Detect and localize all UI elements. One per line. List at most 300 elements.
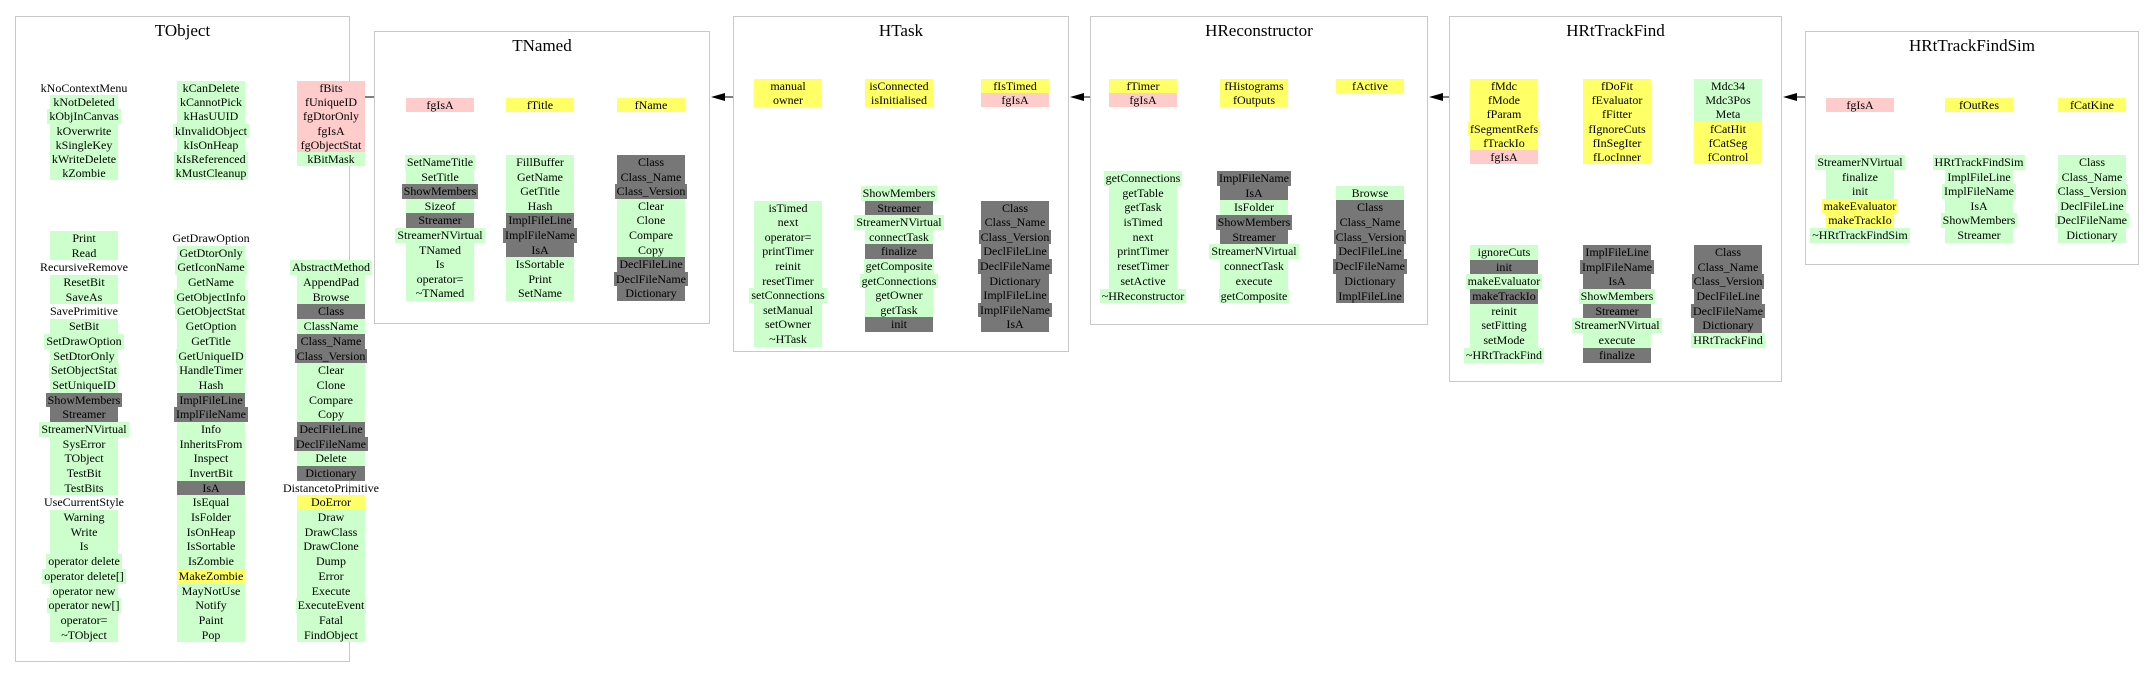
public-member: StreamerNVirtual: [1574, 318, 1660, 333]
public-member: isTimed: [754, 201, 822, 216]
protected-member: fOutRes: [1945, 98, 2013, 112]
data-members-column: [961, 79, 1069, 107]
methods-column: [845, 186, 953, 332]
public-member: execute: [1220, 274, 1288, 289]
inherited-member: Streamer: [865, 201, 933, 216]
public-member: makeEvaluator: [1467, 274, 1541, 289]
public-member: SetObjectStat: [51, 363, 117, 378]
public-member: operator new: [50, 584, 118, 599]
inherited-member: DeclFileLine: [1336, 244, 1404, 259]
public-member: ~TObject: [50, 628, 118, 643]
inherited-member: DeclFileLine: [1694, 289, 1762, 304]
public-member: SetDtorOnly: [50, 349, 118, 364]
public-member: execute: [1583, 333, 1651, 348]
member: UseCurrentStyle: [44, 495, 124, 510]
protected-member: makeTrackIo: [1826, 213, 1894, 228]
public-member: getConnections: [1105, 171, 1181, 185]
member: DistancetoPrimitive: [283, 480, 379, 495]
public-member: Mdc34: [1694, 79, 1762, 93]
protected-member: owner: [754, 93, 822, 107]
protected-member: fHistograms: [1220, 79, 1288, 93]
public-member: operator=: [50, 613, 118, 628]
methods-column: [1450, 245, 1558, 363]
protected-member: isConnected: [865, 79, 933, 93]
public-member: Execute: [297, 584, 365, 599]
inherited-member: Class_Name: [1336, 215, 1404, 230]
methods-column: [1089, 171, 1197, 303]
inherited-member: ImplFileLine: [1336, 289, 1404, 304]
public-member: kWriteDelete: [51, 151, 117, 166]
public-member: Class_Version: [2057, 184, 2127, 199]
data-members-column: [734, 79, 842, 107]
public-member: Class: [2058, 155, 2126, 170]
public-member: setMode: [1470, 333, 1538, 348]
public-member: ~HReconstructor: [1101, 288, 1185, 303]
public-member: StreamerNVirtual: [1211, 244, 1297, 259]
inherited-member: Streamer: [1583, 304, 1651, 319]
public-member: IsSortable: [506, 257, 574, 272]
public-member: kInvalidObject: [175, 123, 247, 138]
member: RecursiveRemove: [40, 260, 128, 275]
public-member: Clear: [297, 363, 365, 378]
public-member: Dump: [297, 554, 365, 569]
public-member: ClassName: [297, 319, 365, 334]
public-member: kZombie: [50, 166, 118, 180]
public-member: SetName: [506, 286, 574, 301]
inherited-member: ImplFileLine: [506, 213, 574, 228]
public-member: kSingleKey: [50, 138, 118, 152]
private-member: fgDtorOnly: [297, 109, 365, 123]
public-member: IsEqual: [177, 495, 245, 510]
public-member: ResetBit: [50, 275, 118, 290]
public-member: InvertBit: [177, 466, 245, 481]
public-member: Copy: [297, 407, 365, 422]
protected-member: fOutputs: [1220, 93, 1288, 107]
public-member: ~HRtTrackFindSim: [1812, 227, 1908, 242]
inherited-member: IsA: [506, 243, 574, 258]
class-title: TNamed: [512, 36, 572, 55]
inherited-member: Class_Name: [1694, 260, 1762, 275]
public-member: IsZombie: [177, 554, 245, 569]
methods-column: [961, 186, 1069, 332]
private-member: fgIsA: [297, 124, 365, 138]
inherited-member: DeclFileLine: [617, 257, 685, 272]
public-member: MayNotUse: [177, 584, 245, 599]
inherited-member: ImplFileLine: [1583, 245, 1651, 260]
public-member: connectTask: [865, 230, 933, 245]
inherited-member: ShowMembers: [47, 392, 121, 407]
public-member: FillBuffer: [506, 155, 574, 170]
public-member: Meta: [1694, 107, 1762, 121]
class-title: HTask: [878, 21, 924, 40]
public-member: ignoreCuts: [1470, 245, 1538, 260]
public-member: Compare: [297, 393, 365, 408]
public-member: setActive: [1109, 274, 1177, 289]
public-member: kIsOnHeap: [177, 138, 245, 152]
inherited-member: Class_Version: [296, 348, 366, 363]
public-member: init: [1826, 184, 1894, 199]
public-member: HRtTrackFind: [1693, 333, 1763, 348]
public-member: StreamerNVirtual: [856, 215, 942, 230]
public-member: Mdc3Pos: [1694, 93, 1762, 107]
inherited-member: Dictionary: [981, 274, 1049, 289]
public-member: Draw: [297, 510, 365, 525]
data-members-column: [845, 79, 953, 107]
inherited-member: DeclFileName: [296, 436, 366, 451]
inherited-member: Dictionary: [1694, 318, 1762, 333]
public-member: next: [1109, 230, 1177, 245]
public-member: reinit: [754, 259, 822, 274]
methods-column: [157, 231, 265, 642]
inherited-member: DeclFileName: [616, 271, 686, 286]
protected-member: MakeZombie: [178, 568, 244, 583]
member: SavePrimitive: [50, 304, 118, 319]
public-member: SysError: [50, 437, 118, 452]
public-member: Class_Name: [2058, 170, 2126, 185]
public-member: ~TNamed: [406, 286, 474, 301]
inherited-member: ImplFileName: [505, 227, 575, 242]
inherited-member: DeclFileName: [1335, 259, 1405, 274]
public-member: InheritsFrom: [177, 437, 245, 452]
public-member: kCanDelete: [177, 81, 245, 95]
public-member: IsSortable: [177, 539, 245, 554]
arrow-head: [711, 93, 725, 101]
public-member: operator=: [754, 230, 822, 245]
class-title: HRtTrackFindSim: [1909, 36, 2035, 55]
arrow-head: [1783, 93, 1797, 101]
private-member: fgIsA: [1109, 93, 1177, 107]
public-member: GetName: [506, 170, 574, 185]
public-member: ImplFileName: [1944, 184, 2014, 199]
public-member: getOwner: [865, 288, 933, 303]
public-member: operator new[]: [48, 598, 120, 613]
public-member: resetTimer: [754, 274, 822, 289]
public-member: printTimer: [754, 244, 822, 259]
public-member: Print: [506, 272, 574, 287]
protected-member: fFitter: [1583, 107, 1651, 121]
public-member: operator delete[]: [44, 568, 124, 583]
inherited-member: Streamer: [406, 213, 474, 228]
public-member: printTimer: [1109, 244, 1177, 259]
public-member: setFitting: [1470, 318, 1538, 333]
public-member: Browse: [1336, 186, 1404, 201]
methods-column: [277, 231, 385, 642]
inherited-member: Class_Name: [617, 170, 685, 185]
public-member: IsFolder: [177, 510, 245, 525]
inherited-member: DeclFileLine: [981, 244, 1049, 259]
protected-member: fCatHit: [1694, 122, 1762, 136]
public-member: GetUniqueID: [178, 348, 244, 363]
inherited-member: Class: [1336, 200, 1404, 215]
public-member: Compare: [617, 228, 685, 243]
public-member: IsFolder: [1220, 200, 1288, 215]
public-member: IsOnHeap: [177, 525, 245, 540]
public-member: kNotDeleted: [50, 95, 118, 109]
methods-column: [1925, 155, 2033, 243]
public-member: GetTitle: [177, 334, 245, 349]
inheritance-arrow: [1429, 93, 1449, 101]
private-member: fgObjectStat: [297, 138, 365, 152]
inherited-member: finalize: [1583, 348, 1651, 363]
data-members-column: [1806, 98, 1914, 112]
data-members-column: [386, 98, 494, 112]
public-member: ShowMembers: [1942, 213, 2016, 228]
public-member: SetBit: [50, 319, 118, 334]
inherited-member: IsA: [1583, 274, 1651, 289]
public-member: FindObject: [297, 628, 365, 643]
public-member: ~HTask: [754, 332, 822, 347]
public-member: GetObjectStat: [177, 304, 245, 319]
public-member: Copy: [617, 243, 685, 258]
inherited-member: Class_Version: [1335, 229, 1405, 244]
data-members-column: [1450, 79, 1558, 164]
public-member: DrawClone: [297, 539, 365, 554]
inherited-member: Streamer: [50, 407, 118, 422]
public-member: kObjInCanvas: [49, 109, 119, 124]
public-member: ShowMembers: [862, 186, 936, 200]
public-member: kBitMask: [297, 152, 365, 166]
protected-member: fIsTimed: [981, 79, 1049, 93]
public-member: Read: [50, 246, 118, 261]
public-member: reinit: [1470, 304, 1538, 319]
public-member: Dictionary: [2058, 228, 2126, 243]
private-member: fgIsA: [406, 98, 474, 112]
protected-member: fMode: [1470, 93, 1538, 107]
public-member: TObject: [50, 451, 118, 466]
public-member: StreamerNVirtual: [397, 227, 483, 242]
public-member: Delete: [297, 451, 365, 466]
public-member: Info: [177, 422, 245, 437]
public-member: kCannotPick: [177, 95, 245, 109]
public-member: DrawClass: [297, 525, 365, 540]
public-member: getTable: [1109, 186, 1177, 201]
public-member: GetOption: [177, 319, 245, 334]
data-members-column: [486, 98, 594, 112]
arrow-head: [1070, 93, 1084, 101]
public-member: TestBits: [50, 481, 118, 496]
private-member: fgIsA: [1826, 98, 1894, 112]
public-member: ShowMembers: [1580, 289, 1654, 304]
inherited-member: ImplFileName: [1219, 171, 1289, 185]
public-member: kHasUUID: [177, 109, 245, 123]
data-members-column: [157, 81, 265, 180]
methods-column: [486, 155, 594, 301]
inherited-member: finalize: [865, 244, 933, 259]
class-title: HRtTrackFind: [1566, 21, 1665, 40]
inherited-member: init: [1470, 260, 1538, 275]
inheritance-arrow: [1783, 93, 1805, 101]
public-member: Paint: [177, 613, 245, 628]
public-member: Error: [297, 569, 365, 584]
public-member: TNamed: [406, 243, 474, 258]
inherited-member: Class: [297, 304, 365, 319]
public-member: TestBit: [50, 466, 118, 481]
public-member: Print: [50, 231, 118, 246]
data-members-column: [1200, 79, 1308, 107]
public-member: isTimed: [1109, 215, 1177, 230]
public-member: Notify: [177, 598, 245, 613]
inherited-member: IsA: [177, 481, 245, 496]
public-member: StreamerNVirtual: [41, 421, 127, 436]
public-member: GetIconName: [177, 260, 245, 275]
inherited-member: ImplFileName: [1582, 259, 1652, 274]
public-member: AbstractMethod: [292, 260, 370, 275]
methods-column: [1316, 171, 1424, 303]
public-member: Fatal: [297, 613, 365, 628]
inherited-member: Class_Name: [297, 334, 365, 349]
public-member: Warning: [50, 510, 118, 525]
inherited-member: Class: [617, 155, 685, 170]
protected-member: fEvaluator: [1583, 93, 1651, 107]
public-member: ~HRtTrackFind: [1465, 347, 1543, 362]
data-members-column: [277, 81, 385, 180]
protected-member: manual: [754, 79, 822, 93]
protected-member: fControl: [1694, 150, 1762, 164]
inheritance-arrow: [1070, 93, 1090, 101]
public-member: kMustCleanup: [175, 166, 247, 181]
public-member: Clone: [617, 213, 685, 228]
public-member: Sizeof: [406, 199, 474, 214]
inherited-member: Dictionary: [1336, 274, 1404, 289]
public-member: GetDtorOnly: [177, 246, 245, 261]
inherited-member: makeTrackIo: [1470, 289, 1538, 304]
inherited-member: Class_Version: [980, 229, 1050, 244]
public-member: SetUniqueID: [50, 378, 118, 393]
public-member: HRtTrackFindSim: [1934, 155, 2024, 169]
protected-member: fMdc: [1470, 79, 1538, 93]
public-member: getConnections: [861, 273, 937, 288]
methods-column: [597, 155, 705, 301]
protected-member: fLocInner: [1583, 150, 1651, 164]
public-member: DeclFileName: [2057, 213, 2127, 228]
public-member: operator delete: [48, 554, 120, 569]
public-member: HandleTimer: [177, 363, 245, 378]
inherited-member: Class: [1694, 245, 1762, 260]
public-member: GetTitle: [506, 184, 574, 199]
public-member: AppendPad: [297, 275, 365, 290]
class-title: TObject: [154, 21, 211, 40]
public-member: Is: [406, 257, 474, 272]
public-member: setConnections: [751, 288, 825, 303]
public-member: Browse: [297, 290, 365, 305]
member: GetDrawOption: [172, 231, 250, 245]
public-member: resetTimer: [1109, 259, 1177, 274]
protected-member: fCatKine: [2058, 98, 2126, 112]
public-member: getTask: [865, 303, 933, 318]
private-member: fgIsA: [1470, 150, 1538, 164]
inherited-member: DeclFileLine: [297, 422, 365, 437]
arrow-head: [1429, 93, 1443, 101]
protected-member: fDoFit: [1583, 79, 1651, 93]
public-member: ExecuteEvent: [297, 598, 365, 613]
inherited-member: ImplFileName: [980, 302, 1050, 317]
public-member: Clone: [297, 378, 365, 393]
public-member: GetObjectInfo: [176, 289, 246, 304]
protected-member: fIgnoreCuts: [1583, 122, 1651, 136]
inherited-member: IsA: [1220, 186, 1288, 201]
class-title: HReconstructor: [1205, 21, 1313, 40]
public-member: Hash: [177, 378, 245, 393]
public-member: finalize: [1826, 170, 1894, 185]
data-members-column: [597, 98, 705, 112]
public-member: kOverwrite: [50, 124, 118, 138]
public-member: Write: [50, 525, 118, 540]
protected-member: fSegmentRefs: [1470, 121, 1538, 136]
inherited-member: Class_Version: [616, 184, 686, 199]
inherited-member: Dictionary: [297, 466, 365, 481]
inherited-member: Class_Version: [1693, 274, 1763, 289]
protected-member: fTitle: [506, 98, 574, 112]
methods-column: [1806, 155, 1914, 243]
public-member: getTask: [1109, 200, 1177, 215]
public-member: getComposite: [865, 258, 933, 273]
inherited-member: Class: [981, 201, 1049, 216]
data-members-column: [1563, 79, 1671, 164]
inherited-member: init: [865, 317, 933, 332]
protected-member: isInitialised: [865, 93, 933, 107]
public-member: kIsReferenced: [176, 151, 246, 166]
public-member: Inspect: [177, 451, 245, 466]
protected-member: fTimer: [1109, 79, 1177, 93]
public-member: Pop: [177, 628, 245, 643]
private-member: fgIsA: [981, 93, 1049, 107]
data-members-column: [2038, 98, 2146, 112]
public-member: next: [754, 215, 822, 230]
private-member: fUniqueID: [297, 95, 365, 109]
methods-column: [386, 155, 494, 301]
methods-column: [1200, 171, 1308, 303]
methods-column: [30, 231, 138, 642]
inherited-member: Class_Name: [981, 215, 1049, 230]
protected-member: DoError: [297, 495, 365, 510]
public-member: StreamerNVirtual: [1817, 155, 1903, 169]
data-members-column: [1089, 79, 1197, 107]
protected-member: fActive: [1336, 79, 1404, 93]
data-members-column: [30, 81, 138, 180]
methods-column: [1563, 245, 1671, 363]
public-member: SetNameTitle: [406, 155, 474, 169]
inherited-member: ImplFileLine: [981, 288, 1049, 303]
protected-member: fParam: [1470, 107, 1538, 121]
inherited-member: DeclFileName: [980, 258, 1050, 273]
public-member: SaveAs: [50, 290, 118, 305]
public-member: SetDrawOption: [46, 333, 122, 348]
public-member: IsA: [1945, 199, 2013, 214]
inherited-member: ShowMembers: [403, 184, 477, 199]
inherited-member: ImplFileName: [176, 407, 246, 422]
protected-member: fInSegIter: [1583, 136, 1651, 150]
inheritance-arrow: [711, 93, 733, 101]
public-member: setManual: [754, 303, 822, 318]
protected-member: fCatSeg: [1694, 136, 1762, 150]
public-member: Is: [50, 539, 118, 554]
methods-column: [1674, 245, 1782, 363]
data-members-column: [1316, 79, 1424, 107]
public-member: GetName: [177, 275, 245, 290]
public-member: connectTask: [1220, 259, 1288, 274]
inherited-member: Dictionary: [617, 286, 685, 301]
inherited-member: Streamer: [1220, 230, 1288, 245]
public-member: operator=: [406, 272, 474, 287]
public-member: DeclFileLine: [2058, 199, 2126, 214]
public-member: setOwner: [754, 317, 822, 332]
inherited-member: ImplFileLine: [177, 393, 245, 408]
methods-column: [2038, 155, 2146, 243]
public-member: Clear: [617, 199, 685, 214]
public-member: ImplFileLine: [1945, 170, 2013, 185]
member: kNoContextMenu: [40, 81, 128, 95]
data-members-column: [1674, 79, 1782, 164]
